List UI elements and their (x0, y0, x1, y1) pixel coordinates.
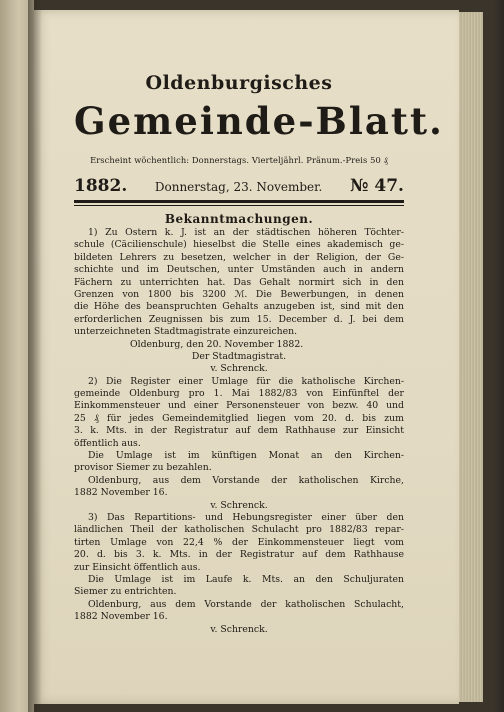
notice-line: zur Einsicht öffentlich aus. (74, 561, 201, 573)
notice-1 (74, 227, 404, 376)
notice-line: 3. k. Mts. in der Registratur auf dem Rathhause zur Einsicht (74, 425, 404, 437)
notice-line: erforderlichen Zeugnissen bis zum 15. December d. J. bei dem (74, 313, 404, 325)
page-content (74, 70, 444, 636)
notice-line: 3) Das Repartitions- und Hebungsregister einer über den (88, 511, 404, 523)
issue-year: 1882. (74, 176, 128, 196)
notice-line: Die Umlage ist im Laufe k. Mts. an den Schuljuraten (88, 573, 404, 585)
notice-line: Die Umlage ist im künftigen Monat an den Kirchen- (88, 450, 404, 462)
notice-line: v. Schrenck. (210, 499, 268, 511)
notice-line: 1882 November 16. (74, 611, 168, 623)
notice-line: provisor Siemer zu bezahlen. (74, 462, 212, 474)
rule-thick (74, 200, 404, 203)
notice-line: Grenzen von 1800 bis 3200 ℳ. Die Bewerbungen, in denen (74, 288, 404, 300)
notice-line: v. Schrenck. (210, 623, 268, 635)
notice-line: 1882 November 16. (74, 487, 168, 499)
notice-line: tirten Umlage von 22,4 % der Einkommensteuer liegt vom (74, 536, 404, 548)
notice-line: schule (Cäcilienschule) hieselbst die Stelle eines akademisch ge- (74, 239, 404, 251)
issue-line (74, 175, 404, 197)
notice-line: Siemer zu entrichten. (74, 586, 177, 598)
masthead-title: Gemeinde-Blatt. (74, 99, 444, 143)
notice-3 (74, 512, 404, 636)
notice-line: öffentlich aus. (74, 437, 141, 449)
notice-line: Der Stadtmagistrat. (191, 350, 287, 362)
notices-column (74, 227, 404, 636)
notice-line: Einkommensteuer und einer Personensteuer von bezw. 40 und (74, 400, 404, 412)
notice-line: Oldenburg, aus dem Vorstande der katholischen Kirche, (88, 474, 404, 486)
notice-line: 25 ₰ für jedes Gemeindemitglied liegen vom 20. d. bis zum (74, 412, 404, 424)
section-title: Bekanntmachungen. (164, 212, 314, 226)
notice-line: 1) Zu Ostern k. J. ist an der städtischen höheren Töchter- (88, 227, 404, 238)
notice-line: Oldenburg, den 20. November 1882. (130, 338, 304, 350)
notice-line: Fächern zu unterrichten hat. Das Gehalt normirt sich in den (74, 276, 404, 288)
notice-line: ländlichen Theil der katholischen Schulacht pro 1882/83 repar- (74, 524, 404, 536)
notice-line: die Höhe des beanspruchten Gehalts anzugeben ist, sind mit den (74, 301, 404, 313)
notice-line: unterzeichneten Stadtmagistrate einzureichen. (74, 326, 298, 338)
binding-shadow (28, 0, 42, 712)
masthead-top-line: Oldenburgisches (145, 72, 333, 94)
notice-line: bildeten Lehrers zu besetzen, welcher in der Religion, der Ge- (74, 251, 404, 263)
notice-line: v. Schrenck. (210, 363, 268, 375)
subscription-line: Erscheint wöchentlich: Donnerstags. Vierteljährl. Pränum.-Preis 50 ₰ (90, 155, 388, 165)
notice-2 (74, 376, 404, 512)
issue-date: Donnerstag, 23. November. (154, 180, 323, 194)
rule-thin (74, 205, 404, 206)
page-stack-edge (459, 12, 483, 702)
notice-line: gemeinde Oldenburg pro 1. Mai 1882/83 von Einfünftel der (74, 388, 404, 400)
notice-line: Oldenburg, aus dem Vorstande der katholischen Schulacht, (88, 598, 404, 610)
notice-line: schichte und im Deutschen, unter Umständen auch in andern (74, 264, 404, 276)
issue-number: № 47. (350, 176, 404, 196)
notice-line: 2) Die Register einer Umlage für die katholische Kirchen- (88, 375, 404, 387)
notice-line: 20. d. bis 3. k. Mts. in der Registratur auf dem Rathhause (74, 549, 404, 561)
